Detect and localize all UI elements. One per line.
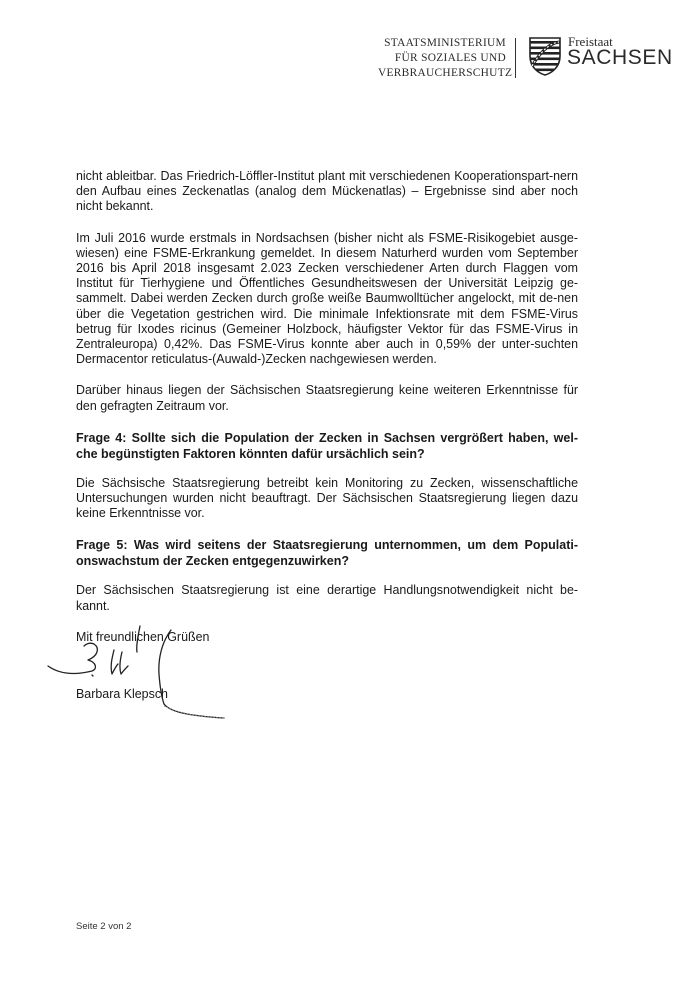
paragraph: Der Sächsischen Staatsregierung ist eine derartige Handlungsnotwendigkeit nicht be-kannt. [76, 583, 578, 613]
ministry-line: FÜR SOZIALES UND [394, 52, 506, 64]
ministry-line: STAATSMINISTERIUM [384, 37, 506, 49]
paragraph: nicht ableitbar. Das Friedrich-Löffler-Institut plant mit verschiedenen Kooperationspart-nern den Aufbau eines Zeckenatlas (analog dem Mückenatlas) – Ergebnisse sind aber noch nicht bekannt. [76, 169, 578, 214]
page-number: Seite 2 von 2 [76, 921, 132, 932]
closing-greeting: Mit freundlichen Grüßen [76, 629, 210, 644]
letter-body [76, 169, 578, 645]
question-heading: Frage 4: Sollte sich die Population der Zecken in Sachsen vergrößert haben, wel-che begünstigten Faktoren könnten dafür ursächlich sein? [76, 430, 578, 461]
question-heading: Frage 5: Was wird seitens der Staatsregierung unternommen, um dem Populati-onswachstum der Zecken entgegenzuwirken? [76, 538, 578, 569]
paragraph: Im Juli 2016 wurde erstmals in Nordsachsen (bisher nicht als FSME-Risikogebiet ausge-wiesen) eine FSME-Erkrankung gemeldet. In diesem Naturherd wurden vom September 2016 bis April 2018 insgesamt 2.023 Zecken verschiedener Arten durch Flaggen vom Institut für Tierhygiene und Öffentliches Gesundheitswesen der Universität Leipzig ge-sammelt. Dabei werden Zecken durch große weiße Baumwolltücher angelockt, mit de-nen über die Vegetation gestrichen wird. Die minimale Infektionsrate mit dem FSME-Virus betrug für Ixodes ricinus (Gemeiner Holzbock, häufigster Vektor für das FSME-Virus in Zentraleuropa) 0,42%. Das FSME-Virus konnte aber auch in 0,59% der unter-suchten Dermacentor reticulatus-(Auwald-)Zecken nachgewiesen werden. [76, 230, 578, 367]
paragraph: Darüber hinaus liegen der Sächsischen Staatsregierung keine weiteren Erkenntnisse für den gefragten Zeitraum vor. [76, 383, 578, 413]
letterhead [378, 34, 673, 80]
state-label-small: Freistaat [568, 34, 613, 49]
ministry-line: VERBRAUCHERSCHUTZ [378, 67, 513, 79]
saxony-crest-icon [528, 36, 562, 76]
ministry-name [378, 36, 513, 81]
state-label-large: SACHSEN [567, 46, 673, 69]
letterhead-divider [515, 38, 516, 78]
handwritten-signature [40, 622, 230, 726]
signer-name: Barbara Klepsch [76, 687, 168, 701]
paragraph: Die Sächsische Staatsregierung betreibt kein Monitoring zu Zecken, wissenschaftliche Untersuchungen wurden nicht beauftragt. Der Sächsischen Staatsregierung liegen dazu keine Erkenntnisse vor. [76, 475, 578, 521]
